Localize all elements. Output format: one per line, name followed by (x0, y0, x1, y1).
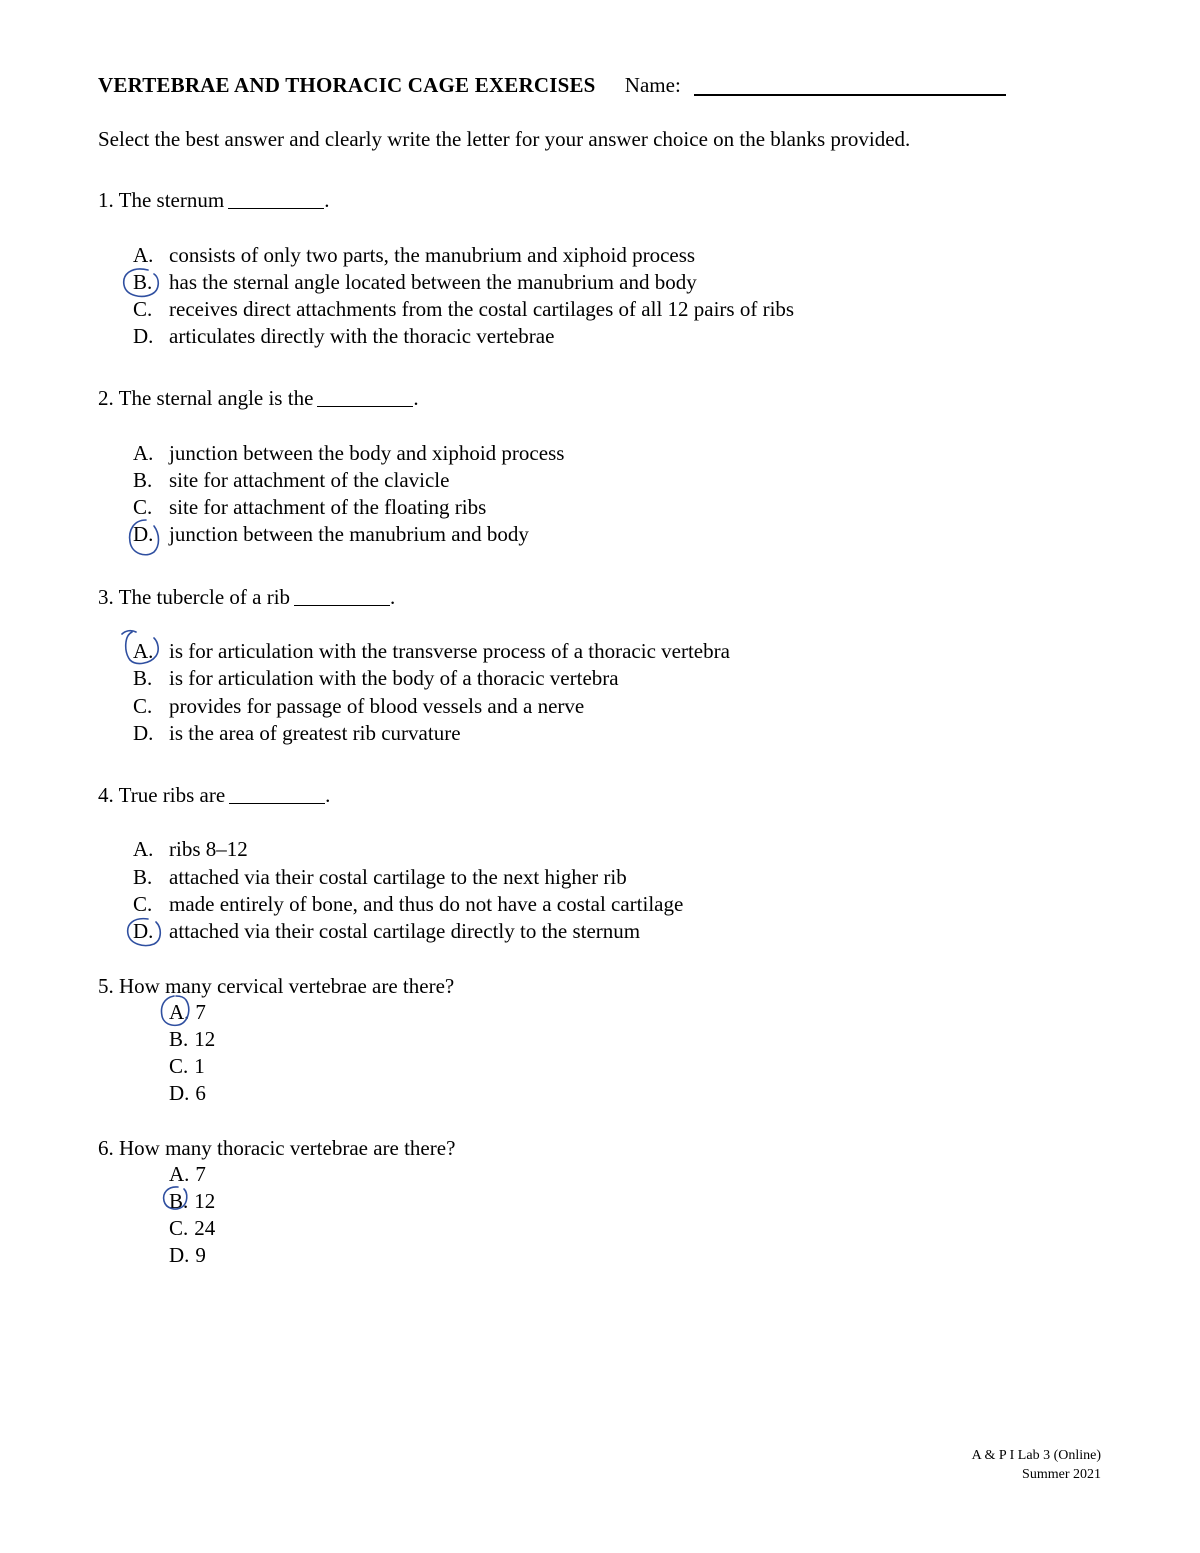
name-blank (694, 72, 1006, 96)
option-4b: B. attached via their costal cartilage to the next higher rib (133, 865, 627, 889)
question-stem: 4. True ribs are (98, 783, 226, 807)
footer-course: A & P I Lab 3 (Online) (971, 1448, 1101, 1463)
footer (972, 1446, 1101, 1484)
question-stem: 5. How many cervical vertebrae are there? (98, 974, 455, 998)
option-5c: C. 1 (169, 1054, 205, 1078)
question-3: 3. The tubercle of a rib . (98, 585, 396, 609)
answer-blank (229, 785, 325, 804)
answer-blank (228, 190, 324, 209)
option-1a: A. consists of only two parts, the manubrium and xiphoid process (133, 243, 696, 267)
option-1d: D. articulates directly with the thoracic vertebrae (133, 324, 555, 348)
option-3b: B. is for articulation with the body of a thoracic vertebra (133, 666, 619, 690)
option-6c: C. 24 (169, 1216, 216, 1240)
answer-blank (317, 388, 413, 407)
answer-blank (294, 587, 390, 606)
option-4a: A. ribs 8–12 (133, 837, 248, 861)
option-2a: A. junction between the body and xiphoid process (133, 441, 565, 465)
option-3c: C. provides for passage of blood vessels and a nerve (133, 694, 585, 718)
option-3a: A. is for articulation with the transverse process of a thoracic vertebra (133, 639, 730, 663)
option-2b: B. site for attachment of the clavicle (133, 468, 450, 492)
name-label: Name: (624, 73, 681, 97)
option-2d: D. junction between the manubrium and body (133, 522, 529, 546)
question-stem: 1. The sternum (98, 188, 225, 212)
question-2: 2. The sternal angle is the . (98, 386, 419, 410)
question-stem: 6. How many thoracic vertebrae are there? (98, 1136, 456, 1160)
instructions: Select the best answer and clearly write the letter for your answer choice on the blanks provided. (98, 127, 911, 151)
footer-term: Summer 2021 (1022, 1467, 1101, 1482)
question-4: 4. True ribs are . (98, 783, 331, 807)
question-stem: 3. The tubercle of a rib (98, 585, 291, 609)
option-1b: B. has the sternal angle located between the manubrium and body (133, 270, 697, 294)
option-5d: D. 6 (169, 1081, 206, 1105)
option-1c: C. receives direct attachments from the costal cartilages of all 12 pairs of ribs (133, 297, 795, 321)
option-6d: D. 9 (169, 1243, 206, 1267)
page-title: VERTEBRAE AND THORACIC CAGE EXERCISES (98, 73, 596, 97)
option-6b: B. 12 (169, 1189, 216, 1213)
header (98, 72, 1006, 98)
question-1: 1. The sternum . (98, 188, 330, 212)
question-5 (98, 974, 454, 999)
question-stem: 2. The sternal angle is the (98, 386, 314, 410)
option-2c: C. site for attachment of the floating ribs (133, 495, 487, 519)
option-6a: A. 7 (169, 1162, 206, 1186)
option-4d: D. attached via their costal cartilage directly to the sternum (133, 919, 641, 943)
option-5b: B. 12 (169, 1027, 216, 1051)
question-6 (98, 1136, 455, 1161)
option-5a: A. 7 (169, 1000, 206, 1024)
option-4c: C. made entirely of bone, and thus do not have a costal cartilage (133, 892, 684, 916)
option-3d: D. is the area of greatest rib curvature (133, 721, 461, 745)
